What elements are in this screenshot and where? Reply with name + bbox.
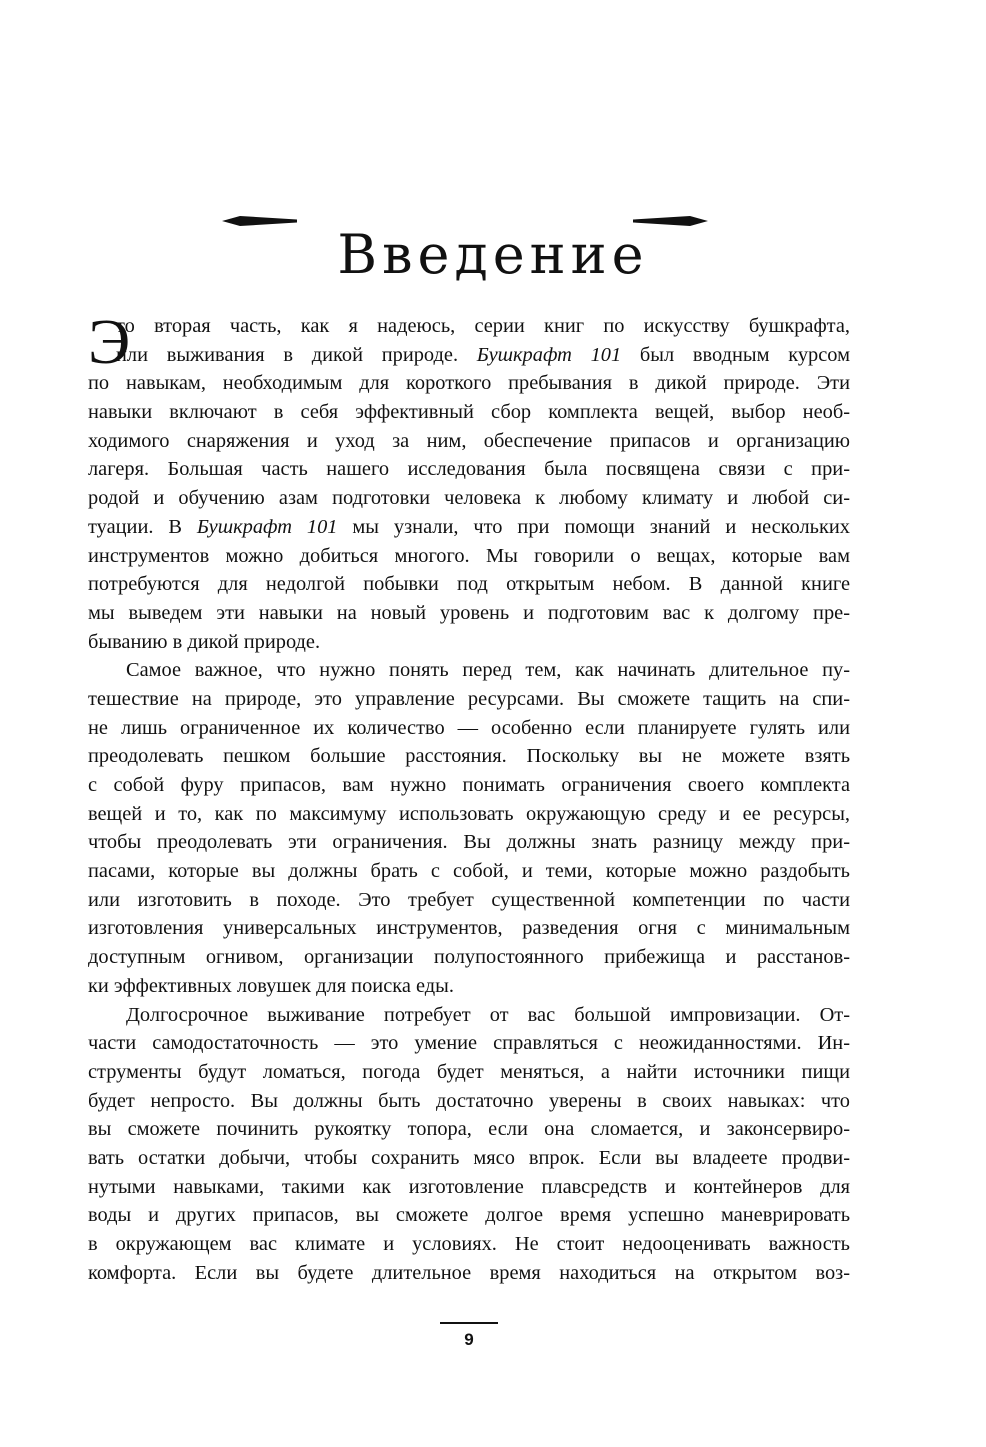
text-line: в окружающем вас климате и условиях. Не стоит недооценивать важность <box>88 1233 850 1255</box>
text-line: комфорта. Если вы будете длительное время находиться на открытом воз- <box>88 1261 850 1284</box>
text-line: инструментов можно добиться многого. Мы говорили о вещах, которые вам <box>88 544 850 567</box>
text-line: мы выведем эти навыки на новый уровень и подготовим вас к долгому пре- <box>88 601 850 624</box>
text-line: пасами, которые вы должны брать с собой, и теми, которые можно раздобыть <box>88 860 850 883</box>
chapter-title: Введение <box>337 223 649 287</box>
text-line: или изготовить в походе. Это требует существенной компетенции по части <box>88 888 850 911</box>
text-line: потребуются для недолгой побывки под открытым небом. В данной книге <box>88 573 850 596</box>
chapter-heading <box>0 188 986 287</box>
text-line: то вторая часть, как я надеюсь, серии книг по искусству бушкрафта, <box>116 315 850 337</box>
drop-cap: Э <box>88 306 131 377</box>
right-flourish-icon <box>633 214 708 228</box>
text-line: доступным огнивом, организации полупостоянного прибежища и расстанов- <box>88 946 850 969</box>
text-line: части самодостаточность — это умение справляться с неожиданностями. Ин- <box>88 1032 850 1055</box>
text-line: струменты будут ломаться, погода будет меняться, а найти источники пищи <box>88 1060 850 1083</box>
text-line: с собой фуру припасов, вам нужно понимать ограничения своего комплекта <box>88 774 850 796</box>
page-number: 9 <box>464 1330 474 1349</box>
text-line: будет непросто. Вы должны быть достаточно уверены в своих навыках: что <box>88 1089 850 1112</box>
book-title: Бушкрафт 101 <box>196 515 338 538</box>
text-line: или выживания в дикой природе. Бушкрафт 101 был вводным курсом <box>116 343 850 366</box>
text-line: лагеря. Большая часть нашего исследования была посвящена связи с при- <box>88 458 850 481</box>
text-line: вещей и то, как по максимуму использовать окружающую среду и ее ресурсы, <box>88 802 850 825</box>
text-line: воды и других припасов, вы сможете долгое время успешно маневрировать <box>88 1204 850 1227</box>
text-line: родой и обучению азам подготовки человека к любому климату и любой си- <box>88 487 850 510</box>
text-line: вать остатки добычи, чтобы сохранить мясо впрок. Если вы владеете продви- <box>88 1146 850 1169</box>
page-number-rule <box>440 1322 498 1324</box>
text-line: Самое важное, что нужно понять перед тем, как начинать длительное пу- <box>126 659 850 682</box>
text-line: ходимого снаряжения и уход за ним, обеспечение припасов и организацию <box>88 429 850 452</box>
text-line: не лишь ограниченное их количество — особенно если планируете гулять или <box>88 716 850 739</box>
text-line: изготовления универсальных инструментов, разведения огня с минимальным <box>88 917 850 940</box>
text-line: навыки включают в себя эффективный сбор комплекта вещей, выбор необ- <box>88 401 850 424</box>
text-line: тешествие на природе, это управление ресурсами. Вы сможете тащить на спи- <box>88 687 850 710</box>
text-line: туации. В Бушкрафт 101 мы узнали, что при помощи знаний и нескольких <box>88 515 850 538</box>
text-line: по навыкам, необходимым для короткого пребывания в дикой природе. Эти <box>88 372 850 395</box>
text-line: чтобы преодолевать эти ограничения. Вы должны знать разницу между при- <box>88 831 850 854</box>
text-line: ки эффективных ловушек для поиска еды. <box>88 974 454 997</box>
text-line: вы сможете починить рукоятку топора, если она сломается, и законсервиро- <box>88 1118 850 1141</box>
text-line: быванию в дикой природе. <box>88 630 321 653</box>
body-text <box>88 306 850 1287</box>
text-line: нутыми навыками, такими как изготовление плавсредств и контейнеров для <box>88 1175 850 1198</box>
paragraph <box>88 306 850 656</box>
paragraph <box>88 656 850 1000</box>
text-line: Долгосрочное выживание потребует от вас большой импровизации. От- <box>126 1003 850 1026</box>
paragraph <box>88 1001 850 1288</box>
text-line: преодолевать пешком большие расстояния. Поскольку вы не можете взять <box>88 745 850 768</box>
book-title: Бушкрафт 101 <box>476 343 622 366</box>
